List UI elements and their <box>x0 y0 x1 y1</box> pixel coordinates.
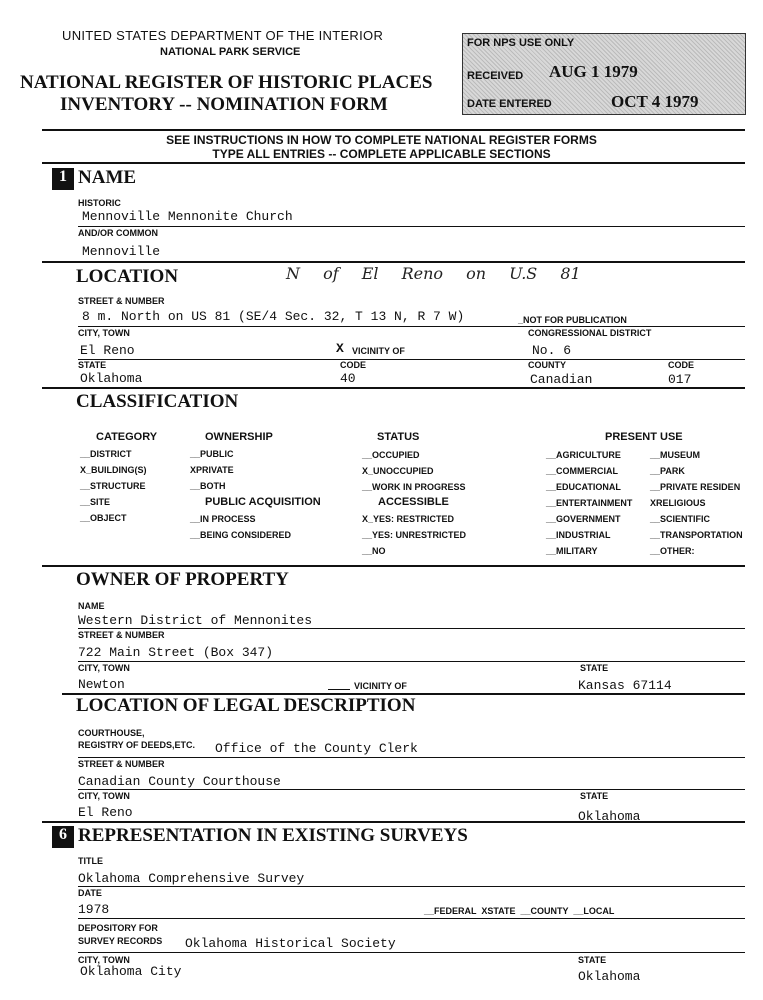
rule <box>78 918 745 919</box>
rule <box>78 661 745 662</box>
survey-records-label: SURVEY RECORDS <box>78 936 163 946</box>
courthouse-label: COURTHOUSE, <box>78 728 145 738</box>
status-option: __WORK IN PROGRESS <box>362 482 466 492</box>
city-value: El Reno <box>80 343 135 358</box>
ownership-option: XPRIVATE <box>190 465 234 475</box>
form-title-line2: INVENTORY -- NOMINATION FORM <box>60 94 388 115</box>
rule <box>42 162 745 164</box>
owner-street-label: STREET & NUMBER <box>78 630 165 640</box>
acquisition-option: __BEING CONSIDERED <box>190 530 292 540</box>
use-option: __TRANSPORTATION <box>650 530 743 540</box>
county-label: COUNTY <box>528 360 566 370</box>
rule <box>42 261 745 263</box>
rule <box>78 359 745 360</box>
rule <box>78 226 745 227</box>
category-option: __SITE <box>80 497 111 507</box>
use-option: __COMMERCIAL <box>546 466 619 476</box>
section-number-6: 6 <box>52 826 74 848</box>
received-label: RECEIVED <box>467 70 524 82</box>
rule <box>42 129 745 131</box>
category-option: __STRUCTURE <box>80 481 146 491</box>
ownership-heading: OWNERSHIP <box>205 431 273 443</box>
legal-street-value: Canadian County Courthouse <box>78 774 281 789</box>
nps-use-box <box>462 33 746 115</box>
use-option: XRELIGIOUS <box>650 498 706 508</box>
legal-city-label: CITY, TOWN <box>78 791 130 801</box>
survey-date-value: 1978 <box>78 902 110 917</box>
use-option: __INDUSTRIAL <box>546 530 611 540</box>
section-number-1: 1 <box>52 168 74 190</box>
use-option: __SCIENTIFIC <box>650 514 711 524</box>
survey-level-options: __FEDERAL XSTATE __COUNTY __LOCAL <box>424 906 615 916</box>
owner-city-value: Newton <box>78 677 125 692</box>
rule <box>78 628 745 629</box>
accessible-option: __NO <box>362 546 386 556</box>
owner-vicinity-label: VICINITY OF <box>354 681 407 691</box>
category-option: X_BUILDING(S) <box>80 465 147 475</box>
accessible-option: __YES: UNRESTRICTED <box>362 530 467 540</box>
survey-title-label: TITLE <box>78 856 103 866</box>
use-option: __EDUCATIONAL <box>546 482 621 492</box>
category-heading: CATEGORY <box>96 431 158 443</box>
owner-state-label: STATE <box>580 663 609 673</box>
owner-city-label: CITY, TOWN <box>78 663 130 673</box>
present-use-heading: PRESENT USE <box>605 431 683 443</box>
survey-title-value: Oklahoma Comprehensive Survey <box>78 871 305 886</box>
legal-state-label: STATE <box>580 791 609 801</box>
district-value: No. 6 <box>532 343 572 358</box>
status-option: __OCCUPIED <box>362 450 420 460</box>
depository-label: DEPOSITORY FOR <box>78 923 158 933</box>
legal-city-value: El Reno <box>78 805 133 820</box>
not-for-publication: _NOT FOR PUBLICATION <box>518 315 627 325</box>
rule <box>78 757 745 758</box>
department-heading: UNITED STATES DEPARTMENT OF THE INTERIOR <box>62 28 384 43</box>
entered-date: OCT 4 1979 <box>611 92 699 111</box>
accessible-heading: ACCESSIBLE <box>378 496 449 508</box>
use-option: __GOVERNMENT <box>546 514 621 524</box>
survey-city-value: Oklahoma City <box>80 964 182 979</box>
acquisition-option: __IN PROCESS <box>190 514 256 524</box>
state-value: Oklahoma <box>80 371 143 386</box>
rule <box>78 952 745 953</box>
owner-street-value: 722 Main Street (Box 347) <box>78 645 274 660</box>
received-date: AUG 1 1979 <box>549 62 638 81</box>
street-label: STREET & NUMBER <box>78 296 165 306</box>
vicinity-blank <box>328 689 350 690</box>
section-title-surveys: REPRESENTATION IN EXISTING SURVEYS <box>78 825 468 846</box>
nps-label: FOR NPS USE ONLY <box>467 37 575 49</box>
date-entered-label: DATE ENTERED <box>467 98 552 110</box>
congressional-district-label: CONGRESSIONAL DISTRICT <box>528 328 652 338</box>
category-option: __OBJECT <box>80 513 127 523</box>
historic-value: Mennoville Mennonite Church <box>82 209 293 224</box>
instructions-line1: SEE INSTRUCTIONS IN HOW TO COMPLETE NATIONAL REGISTER FORMS <box>166 133 597 147</box>
owner-name-label: NAME <box>78 601 105 611</box>
code2-label: CODE <box>668 360 695 370</box>
use-option: __MUSEUM <box>650 450 701 460</box>
rule <box>42 387 745 389</box>
common-value: Mennoville <box>82 244 161 259</box>
courthouse-value: Office of the County Clerk <box>215 741 418 756</box>
state-label: STATE <box>78 360 107 370</box>
vicinity-label: VICINITY OF <box>352 346 405 356</box>
code-value: 40 <box>340 371 356 386</box>
form-title-line1: NATIONAL REGISTER OF HISTORIC PLACES <box>20 72 433 93</box>
rule <box>78 789 745 790</box>
legal-state-value: Oklahoma <box>578 809 641 824</box>
section-title-owner: OWNER OF PROPERTY <box>76 569 289 590</box>
street-value: 8 m. North on US 81 (SE/4 Sec. 32, T 13 N, R 7 W) <box>82 309 465 324</box>
legal-street-label: STREET & NUMBER <box>78 759 165 769</box>
common-label: AND/OR COMMON <box>78 228 158 238</box>
historic-label: HISTORIC <box>78 198 121 208</box>
rule <box>42 565 745 567</box>
use-option: __OTHER: <box>650 546 695 556</box>
survey-state-value: Oklahoma <box>578 969 641 984</box>
section-title-classification: CLASSIFICATION <box>76 391 239 412</box>
use-option: __ENTERTAINMENT <box>546 498 633 508</box>
section-title-location: LOCATION <box>76 266 179 287</box>
section-title-legal: LOCATION OF LEGAL DESCRIPTION <box>76 695 416 716</box>
use-option: __AGRICULTURE <box>546 450 621 460</box>
survey-city-label: CITY, TOWN <box>78 955 130 965</box>
survey-state-label: STATE <box>578 955 607 965</box>
registry-label: REGISTRY OF DEEDS,ETC. <box>78 740 196 750</box>
owner-name-value: Western District of Mennonites <box>78 613 313 628</box>
public-acquisition-heading: PUBLIC ACQUISITION <box>205 496 321 508</box>
handwritten-location-note: N of El Reno on U.S 81 <box>286 264 581 283</box>
ownership-option: __BOTH <box>190 481 226 491</box>
accessible-option: X_YES: RESTRICTED <box>362 514 455 524</box>
rule <box>78 886 745 887</box>
city-label: CITY, TOWN <box>78 328 130 338</box>
code2-value: 017 <box>668 372 692 387</box>
use-option: __PRIVATE RESIDEN <box>650 482 741 492</box>
section-title-name: NAME <box>78 167 137 188</box>
instructions-line2: TYPE ALL ENTRIES -- COMPLETE APPLICABLE SECTIONS <box>212 147 551 161</box>
ownership-option: __PUBLIC <box>190 449 234 459</box>
vicinity-mark: X <box>336 341 344 356</box>
owner-state-value: Kansas 67114 <box>578 678 672 693</box>
service-heading: NATIONAL PARK SERVICE <box>160 46 301 58</box>
depository-value: Oklahoma Historical Society <box>185 936 396 951</box>
use-option: __PARK <box>650 466 685 476</box>
code-label: CODE <box>340 360 367 370</box>
status-heading: STATUS <box>377 431 420 443</box>
rule <box>78 326 745 327</box>
status-option: X_UNOCCUPIED <box>362 466 434 476</box>
use-option: __MILITARY <box>546 546 598 556</box>
rule <box>42 821 745 823</box>
survey-date-label: DATE <box>78 888 102 898</box>
county-value: Canadian <box>530 372 593 387</box>
category-option: __DISTRICT <box>80 449 132 459</box>
